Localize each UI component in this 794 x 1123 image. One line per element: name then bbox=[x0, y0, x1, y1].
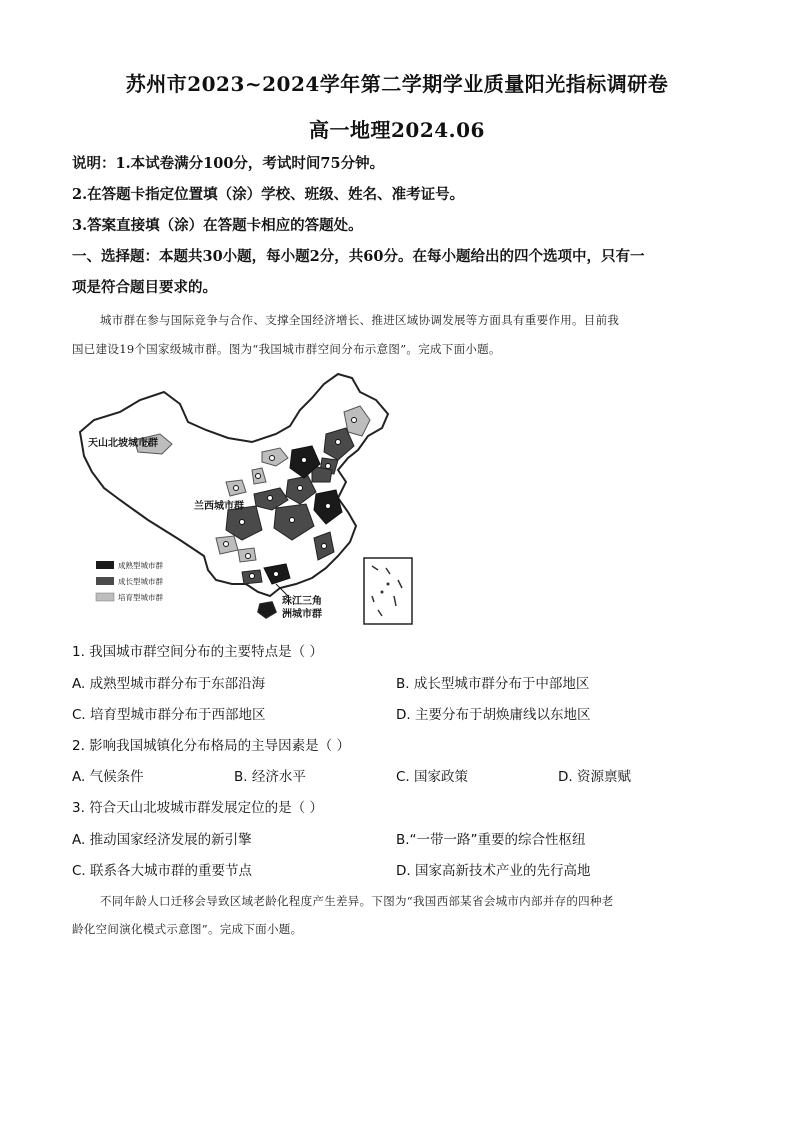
instruction-3: 3.答案直接填（涂）在答题卡相应的答题处。 bbox=[72, 217, 363, 234]
map-label-tianshan: 天山北坡城市群 bbox=[88, 438, 158, 449]
instruction-1: 说明：1.本试卷满分100分，考试时间75分钟。 bbox=[72, 155, 385, 172]
legend-label-cultivating: 培育型城市群 bbox=[118, 593, 163, 602]
page-subtitle: 高一地理2024.06 bbox=[309, 118, 485, 142]
south-china-sea-inset bbox=[364, 558, 412, 624]
legend-swatch-mature bbox=[96, 561, 114, 569]
map-label-lanxi: 兰西城市群 bbox=[194, 501, 244, 512]
legend-label-growing: 成长型城市群 bbox=[118, 577, 163, 586]
passage1-line1: 城市群在参与国际竞争与合作、支撑全国经济增长、推进区域协调发展等方面具有重要作用。目前我 bbox=[100, 313, 620, 327]
question-2-option-a: A. 气候条件 bbox=[72, 769, 144, 785]
question-3-option-b: B.“一带一路”重要的综合性枢纽 bbox=[396, 832, 586, 848]
section-heading-line2: 项是符合题目要求的。 bbox=[72, 279, 217, 296]
map-label-pearl-line2: 洲城市群 bbox=[282, 609, 322, 620]
question-1-option-a: A. 成熟型城市群分布于东部沿海 bbox=[72, 676, 266, 692]
passage2-line1: 不同年龄人口迁移会导致区域老龄化程度产生差异。下图为“我国西部某省会城市内部并存的四种老 bbox=[100, 894, 614, 908]
question-2-stem: 2. 影响我国城镇化分布格局的主导因素是（ ） bbox=[72, 738, 350, 754]
legend-swatch-cultivating bbox=[96, 593, 114, 601]
passage1-line2: 国已建设19个国家级城市群。图为“我国城市群空间分布示意图”。完成下面小题。 bbox=[72, 342, 501, 356]
map-label-pearl-line1: 珠江三角 bbox=[282, 596, 322, 607]
question-3-stem: 3. 符合天山北坡城市群发展定位的是（ ） bbox=[72, 800, 323, 816]
question-1-option-d: D. 主要分布于胡焕庸线以东地区 bbox=[396, 707, 591, 723]
question-2-option-c: C. 国家政策 bbox=[396, 769, 469, 785]
question-2-option-b: B. 经济水平 bbox=[234, 769, 306, 785]
section-heading-line1: 一、选择题：本题共30小题，每小题2分，共60分。在每小题给出的四个选项中，只有一 bbox=[72, 248, 645, 265]
question-3-option-a: A. 推动国家经济发展的新引擎 bbox=[72, 832, 252, 848]
question-1-option-b: B. 成长型城市群分布于中部地区 bbox=[396, 676, 590, 692]
map-legend bbox=[96, 560, 163, 602]
china-map-figure bbox=[76, 370, 416, 628]
question-1-stem: 1. 我国城市群空间分布的主要特点是（ ） bbox=[72, 644, 323, 660]
question-2-option-d: D. 资源禀赋 bbox=[558, 769, 631, 785]
page-title: 苏州市2023~2024学年第二学期学业质量阳光指标调研卷 bbox=[125, 72, 669, 96]
question-3-option-c: C. 联系各大城市群的重要节点 bbox=[72, 863, 253, 879]
question-1-option-c: C. 培育型城市群分布于西部地区 bbox=[72, 707, 266, 723]
legend-swatch-growing bbox=[96, 577, 114, 585]
instruction-2: 2.在答题卡指定位置填（涂）学校、班级、姓名、准考证号。 bbox=[72, 186, 465, 203]
passage2-line2: 龄化空间演化模式示意图”。完成下面小题。 bbox=[72, 922, 303, 936]
legend-label-mature: 成熟型城市群 bbox=[118, 561, 163, 570]
city-cluster-map bbox=[76, 370, 416, 628]
question-3-option-d: D. 国家高新技术产业的先行高地 bbox=[396, 863, 591, 879]
hainan-island bbox=[258, 602, 276, 618]
